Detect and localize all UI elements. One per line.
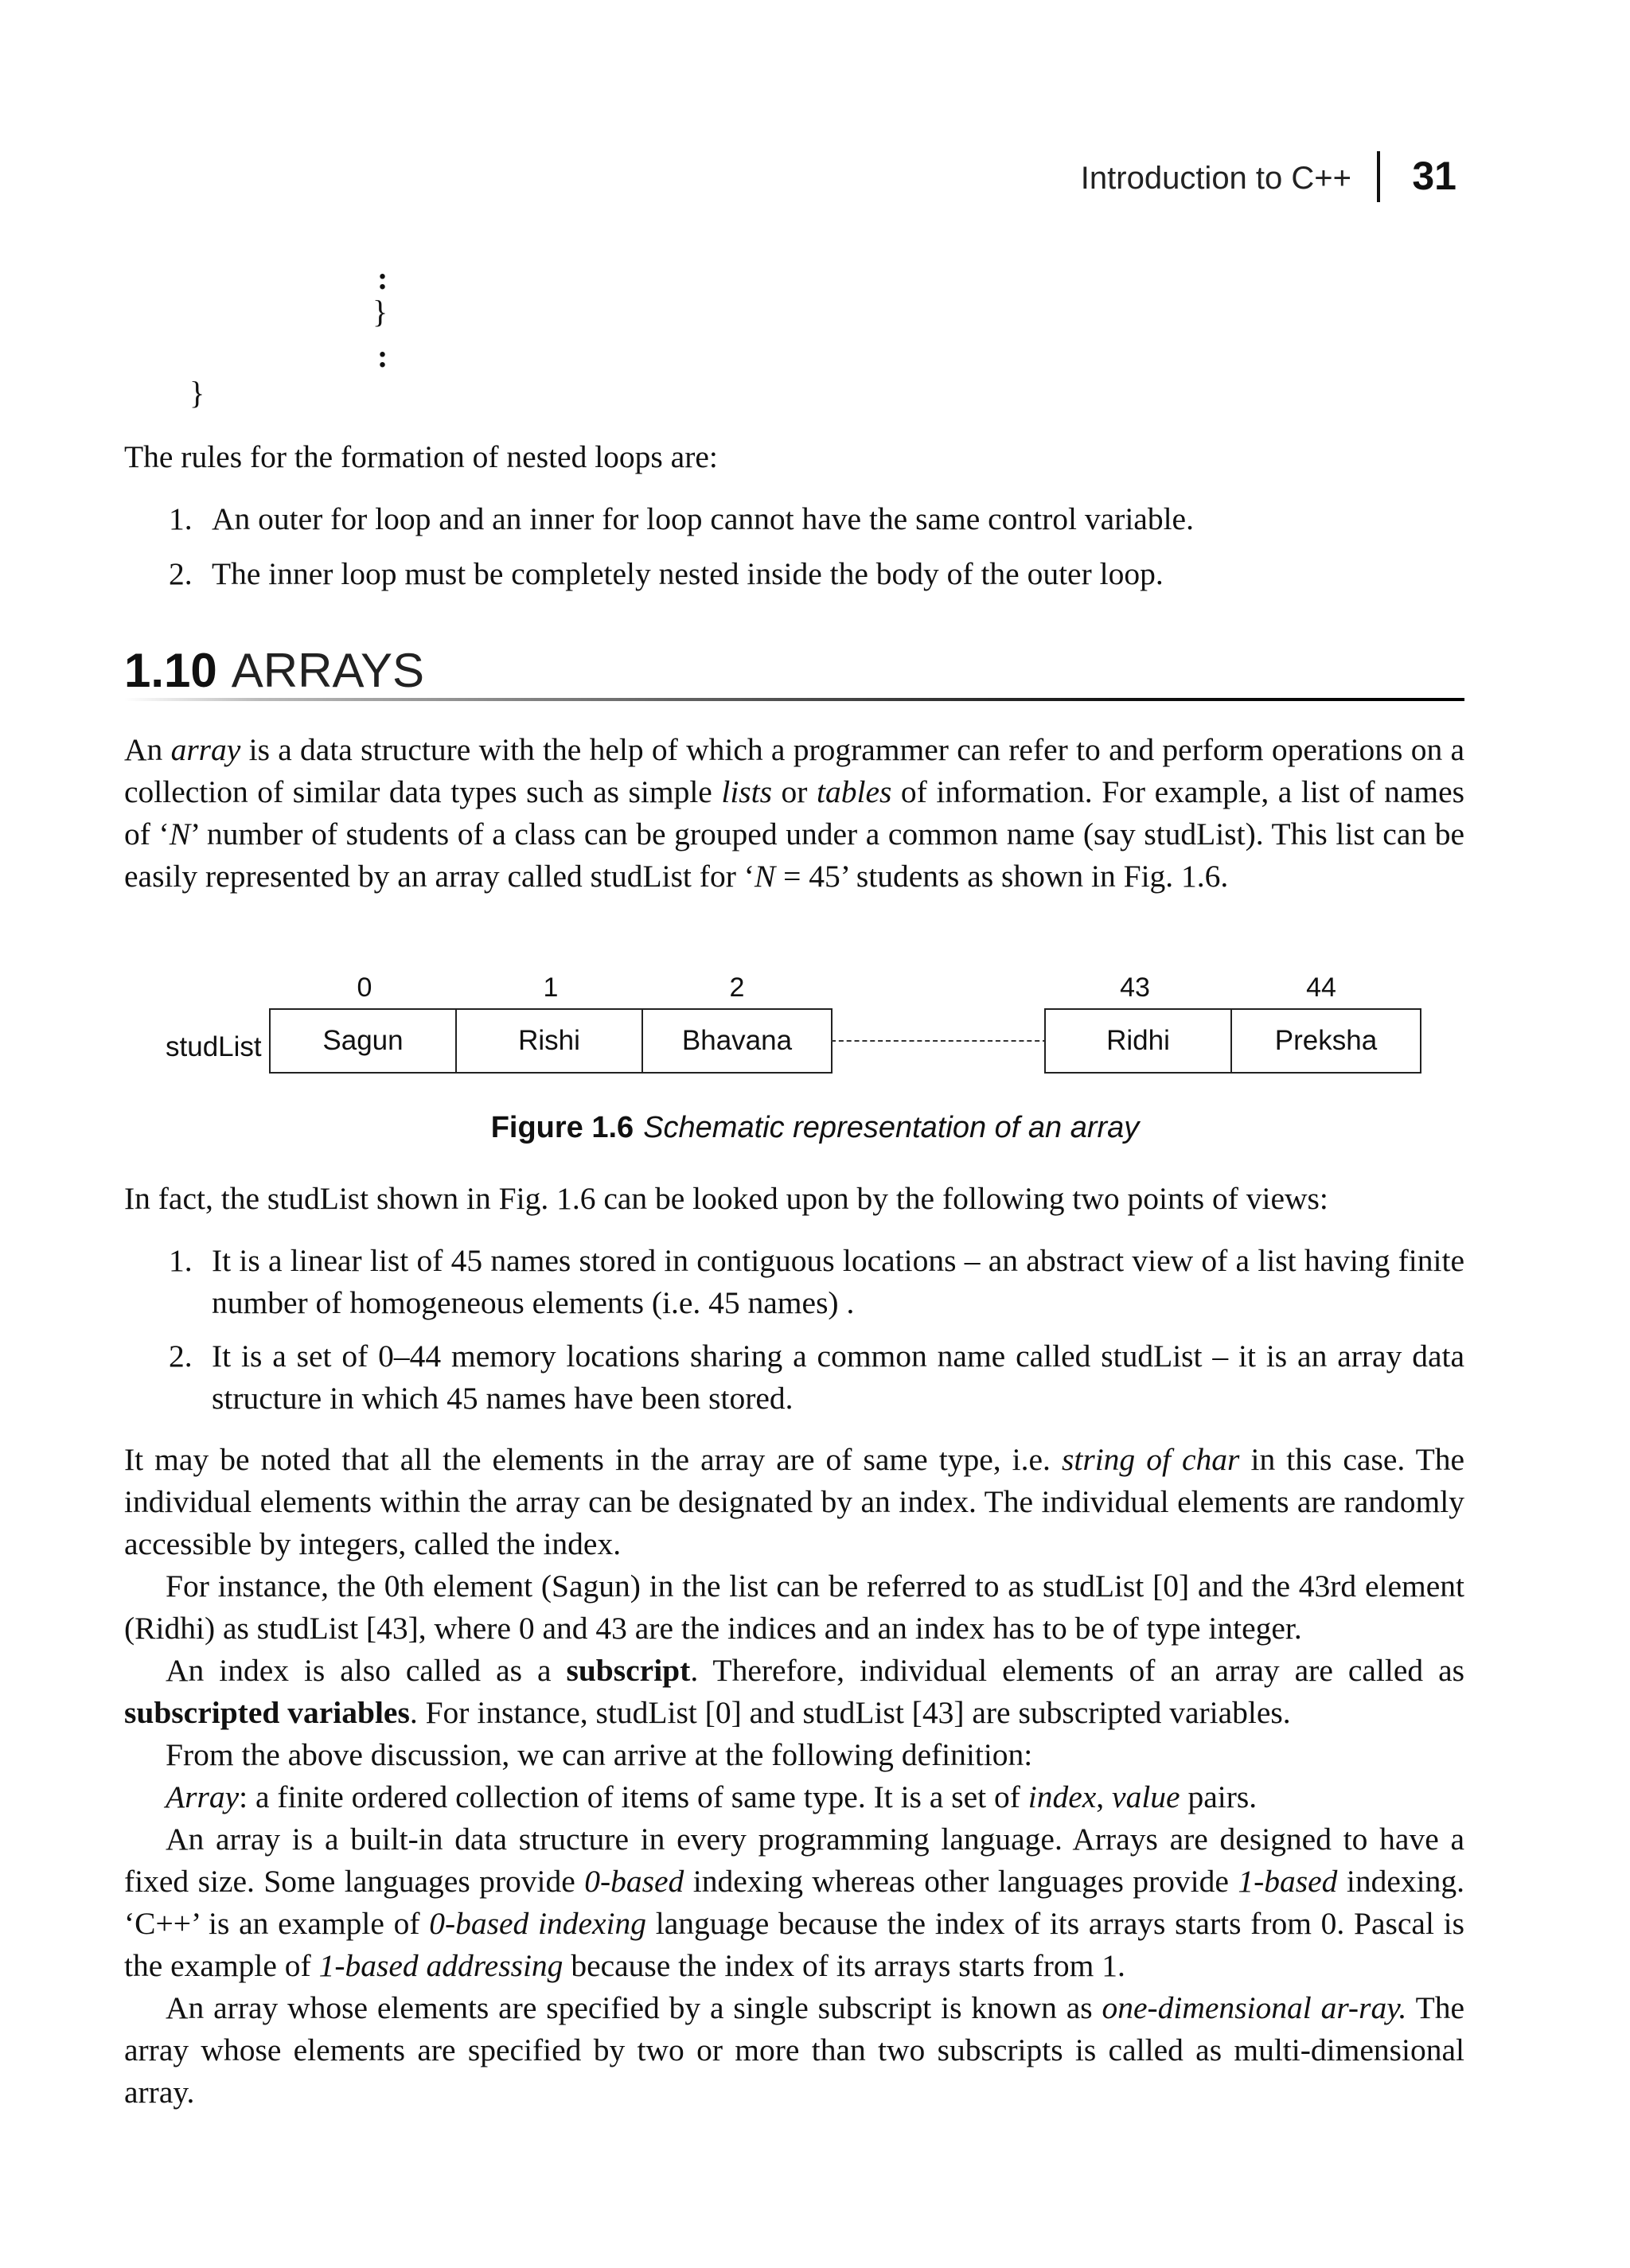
code-colon: : xyxy=(377,338,388,374)
paragraph-nested-intro: The rules for the formation of nested loops are: xyxy=(124,439,718,474)
array-cell: Bhavana xyxy=(641,1008,833,1074)
paragraph: From the above discussion, we can arrive at the following definition: xyxy=(166,1737,1033,1772)
figure-caption-label: Figure 1.6 xyxy=(490,1111,634,1144)
array-cell: Rishi xyxy=(455,1008,643,1074)
section-title: ARRAYS xyxy=(231,644,425,697)
paragraph-same-type xyxy=(124,1439,1464,2114)
header-divider xyxy=(1377,151,1380,202)
list-item xyxy=(124,498,1464,540)
section-rule xyxy=(124,698,1464,701)
views-list xyxy=(124,1240,1464,1420)
code-brace-inner: } xyxy=(372,294,388,329)
array-index-label: 44 xyxy=(1306,972,1336,1003)
code-brace-outer: } xyxy=(189,375,205,411)
section-heading xyxy=(124,643,1464,707)
list-item-text: The inner loop must be completely nested inside the body of the outer loop. xyxy=(212,556,1164,591)
paragraph: For instance, the 0th element (Sagun) in the list can be referred to as studList [0] and the 43rd element (Ridhi) as studList [43], where 0 and 43 are the indices and an index has to be of type integer. xyxy=(124,1569,1464,1646)
section-number: 1.10 xyxy=(124,644,217,697)
code-colon: : xyxy=(377,260,388,296)
array-cell: Preksha xyxy=(1230,1008,1421,1074)
list-item-number: 1. xyxy=(169,501,193,536)
list-item xyxy=(124,1335,1464,1420)
array-index-label: 0 xyxy=(357,972,372,1003)
array-cell: Ridhi xyxy=(1044,1008,1232,1074)
paragraph: An array is a built-in data structure in every programming language. Arrays are designed to have a fixed size. Some languages provide 0-based indexing whereas other languages provide 1-based indexing. ‘C++’ is an example of 0-based indexing language because the index of its arrays starts from 0. Pascal is the example of 1-based addressing because the index of its arrays starts from 1. xyxy=(124,1822,1465,1983)
array-gap-dashes xyxy=(831,1040,1047,1042)
paragraph: An array whose elements are specified by a single subscript is known as one-dimensional ar-ray. The array whose elements are specified by two or more than two subscripts is called as multi-dimensional array. xyxy=(124,1990,1464,2110)
list-item-number: 2. xyxy=(169,1339,193,1374)
list-item xyxy=(124,1240,1464,1324)
paragraph-array-intro: An array is a data structure with the help of which a programmer can refer to and perform operations on a collection of similar data types such as simple lists or tables of information. For example, a list of names of ‘N’ number of students of a class can be grouped under a common name (say studList). This list can be easily represented by an array called studList for ‘N = 45’ students as shown in Fig. 1.6. xyxy=(124,732,1465,894)
array-name-label: studList xyxy=(166,1031,262,1062)
list-item-number: 1. xyxy=(169,1243,193,1278)
array-index-label: 1 xyxy=(543,972,559,1003)
list-item-text: It is a set of 0–44 memory locations sharing a common name called studList – it is an array data structure in which 45 names have been stored. xyxy=(212,1339,1464,1416)
paragraph: It may be noted that all the elements in the array are of same type, i.e. string of char in this case. The individual elements within the array can be designated by an index. The individual elements are randomly accessible by integers, called the index. xyxy=(124,1442,1464,1561)
list-item xyxy=(124,553,1464,595)
running-title: Introduction to C++ xyxy=(1080,161,1351,196)
array-index-label: 2 xyxy=(729,972,745,1003)
list-item-number: 2. xyxy=(169,556,193,591)
paragraph-views-intro: In fact, the studList shown in Fig. 1.6 can be looked upon by the following two points of views: xyxy=(124,1181,1328,1216)
list-item-text: It is a linear list of 45 names stored in contiguous locations – an abstract view of a list having finite number of homogeneous elements (i.e. 45 names) . xyxy=(212,1243,1464,1320)
paragraph-definition: Array: a finite ordered collection of items of same type. It is a set of index, value pairs. xyxy=(166,1779,1258,1814)
nested-rules-list xyxy=(124,498,1464,595)
paragraph: An index is also called as a subscript. Therefore, individual elements of an array are called as subscripted variables. For instance, studList [0] and studList [43] are subscripted variables. xyxy=(124,1653,1464,1730)
list-item-text: An outer for loop and an inner for loop cannot have the same control variable. xyxy=(212,501,1194,536)
figure-caption xyxy=(0,1111,1630,1145)
page-number: 31 xyxy=(1412,154,1456,198)
figure-caption-text: Schematic representation of an array xyxy=(643,1111,1140,1144)
running-header xyxy=(955,156,1456,204)
array-index-label: 43 xyxy=(1120,972,1150,1003)
array-cell: Sagun xyxy=(269,1008,457,1074)
